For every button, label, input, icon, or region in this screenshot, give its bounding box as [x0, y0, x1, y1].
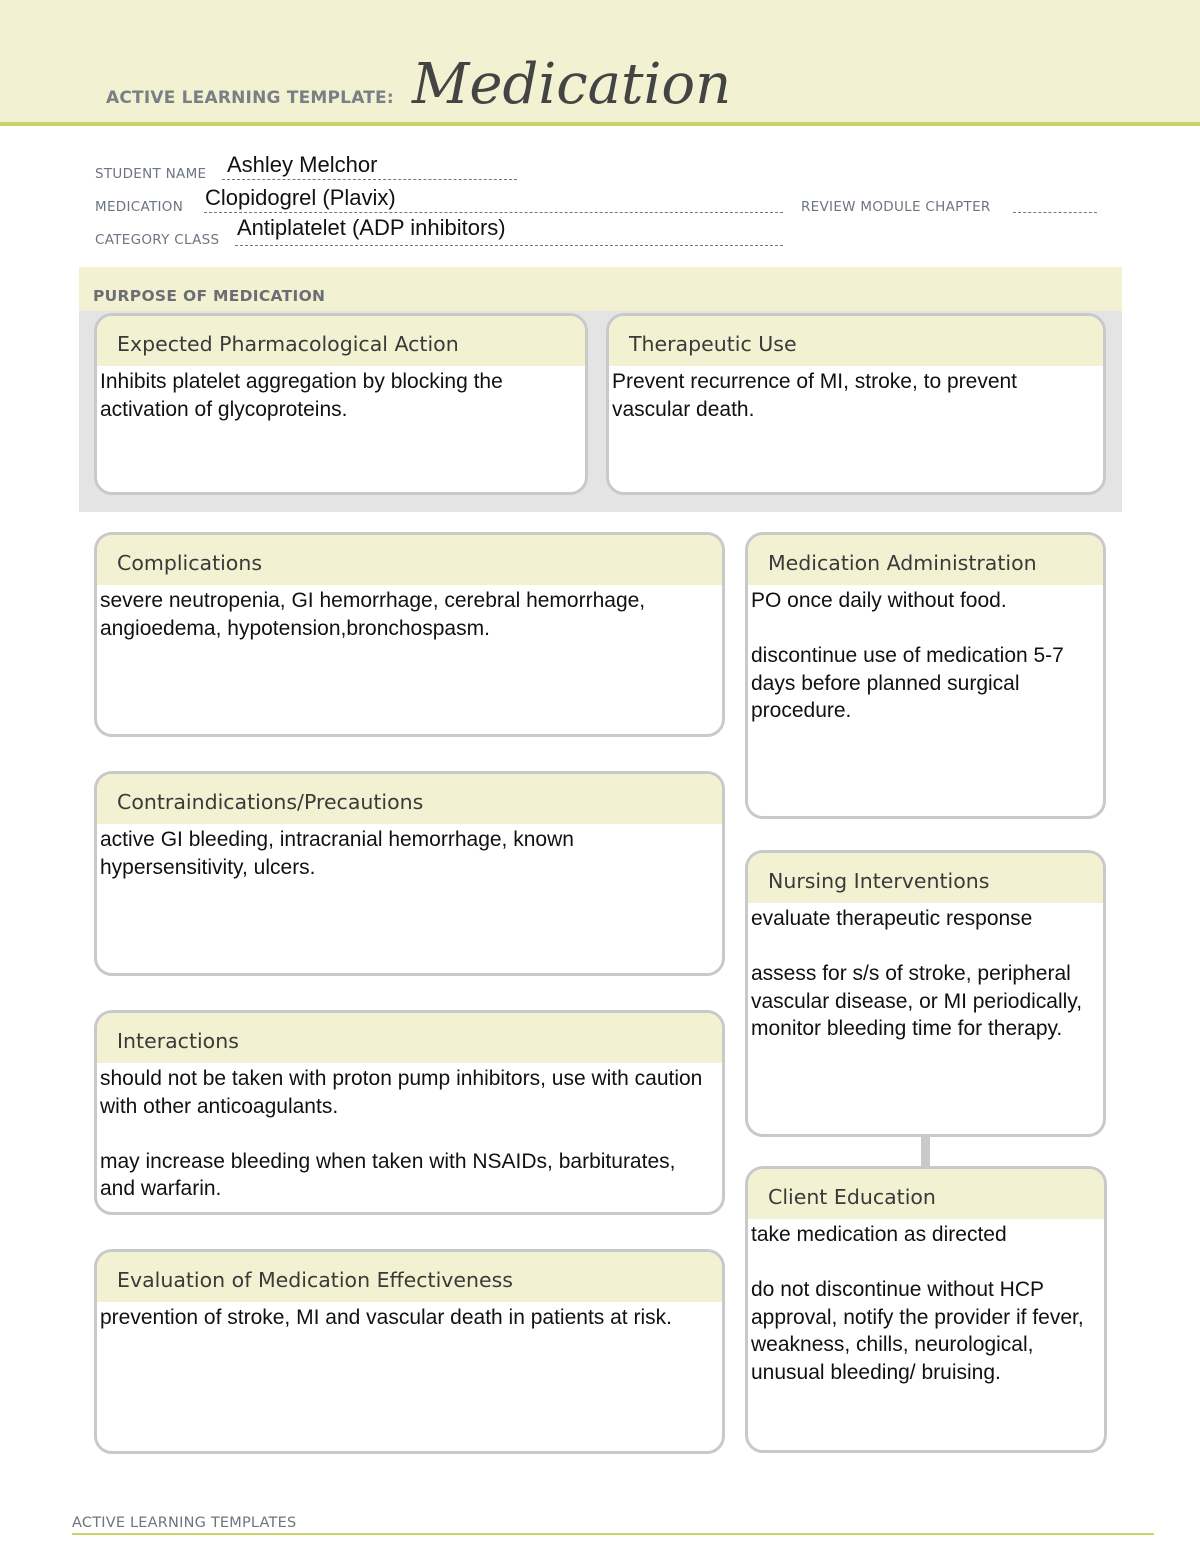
administration-box: [745, 532, 1106, 819]
interactions-box: [94, 1010, 725, 1215]
student-name-label: STUDENT NAME: [95, 166, 207, 182]
evaluation-title: Evaluation of Medication Effectiveness: [97, 1252, 722, 1302]
contraindications-title: Contraindications/Precautions: [97, 774, 722, 824]
nursing-text[interactable]: [748, 903, 1103, 1043]
client-education-title: Client Education: [748, 1169, 1104, 1219]
evaluation-line: prevention of stroke, MI and vascular death in patients at risk.: [100, 1306, 672, 1329]
nursing-title: Nursing Interventions: [748, 853, 1103, 903]
complications-line: severe neutropenia, GI hemorrhage, cerebral hemorrhage, angioedema, hypotension,bronchospasm.: [100, 589, 646, 640]
page-title: Medication: [412, 52, 732, 117]
expected-action-title: Expected Pharmacological Action: [97, 316, 585, 366]
nursing-line: assess for s/s of stroke, peripheral vascular disease, or MI periodically, monitor bleeding time for therapy.: [751, 962, 1083, 1040]
therapeutic-use-box: [606, 313, 1106, 495]
contraindications-line: active GI bleeding, intracranial hemorrhage, known hypersensitivity, ulcers.: [100, 828, 574, 879]
expected-action-box: [94, 313, 588, 495]
student-name-line: [222, 179, 517, 180]
interactions-line: may increase bleeding when taken with NSAIDs, barbiturates, and warfarin.: [100, 1149, 676, 1200]
client-education-box: [745, 1166, 1107, 1453]
medication-field[interactable]: Clopidogrel (Plavix): [205, 185, 396, 210]
complications-text[interactable]: [97, 585, 722, 642]
client-education-line: take medication as directed: [751, 1223, 1007, 1246]
footer-label: ACTIVE LEARNING TEMPLATES: [72, 1515, 297, 1531]
category-class-label: CATEGORY CLASS: [95, 232, 220, 248]
therapeutic-use-line: Prevent recurrence of MI, stroke, to prevent vascular death.: [612, 370, 1018, 421]
footer-rule: [72, 1533, 1154, 1535]
nursing-box: [745, 850, 1106, 1137]
client-education-text[interactable]: [748, 1219, 1104, 1386]
therapeutic-use-text[interactable]: [609, 366, 1103, 423]
evaluation-text[interactable]: [97, 1302, 722, 1332]
nursing-line: evaluate therapeutic response: [751, 907, 1033, 930]
purpose-label: PURPOSE OF MEDICATION: [93, 287, 326, 305]
client-education-line: do not discontinue without HCP approval, notify the provider if fever, weakness, chills, neurological, unusual bleeding/ bruising.: [751, 1278, 1084, 1384]
connector-bar: [921, 1136, 930, 1166]
contraindications-box: [94, 771, 725, 976]
student-name-field[interactable]: Ashley Melchor: [227, 152, 378, 177]
template-label: ACTIVE LEARNING TEMPLATE:: [106, 88, 394, 108]
therapeutic-use-title: Therapeutic Use: [609, 316, 1103, 366]
administration-line: PO once daily without food.: [751, 589, 1007, 612]
complications-box: [94, 532, 725, 737]
administration-text[interactable]: [748, 585, 1103, 725]
interactions-text[interactable]: [97, 1063, 722, 1203]
evaluation-box: [94, 1249, 725, 1454]
administration-line: discontinue use of medication 5-7 days before planned surgical procedure.: [751, 644, 1064, 722]
review-module-label: REVIEW MODULE CHAPTER: [801, 199, 991, 215]
category-class-line: [235, 245, 783, 246]
medication-line: [204, 212, 783, 213]
expected-action-text[interactable]: [97, 366, 585, 423]
interactions-line: should not be taken with proton pump inhibitors, use with caution with other anticoagulants.: [100, 1067, 703, 1118]
contraindications-text[interactable]: [97, 824, 722, 881]
medication-label: MEDICATION: [95, 199, 184, 215]
administration-title: Medication Administration: [748, 535, 1103, 585]
header-rule: [0, 122, 1200, 126]
review-module-field[interactable]: [1013, 212, 1097, 213]
expected-action-line: Inhibits platelet aggregation by blocking the activation of glycoproteins.: [100, 370, 503, 421]
interactions-title: Interactions: [97, 1013, 722, 1063]
complications-title: Complications: [97, 535, 722, 585]
category-class-field[interactable]: Antiplatelet (ADP inhibitors): [237, 215, 506, 240]
